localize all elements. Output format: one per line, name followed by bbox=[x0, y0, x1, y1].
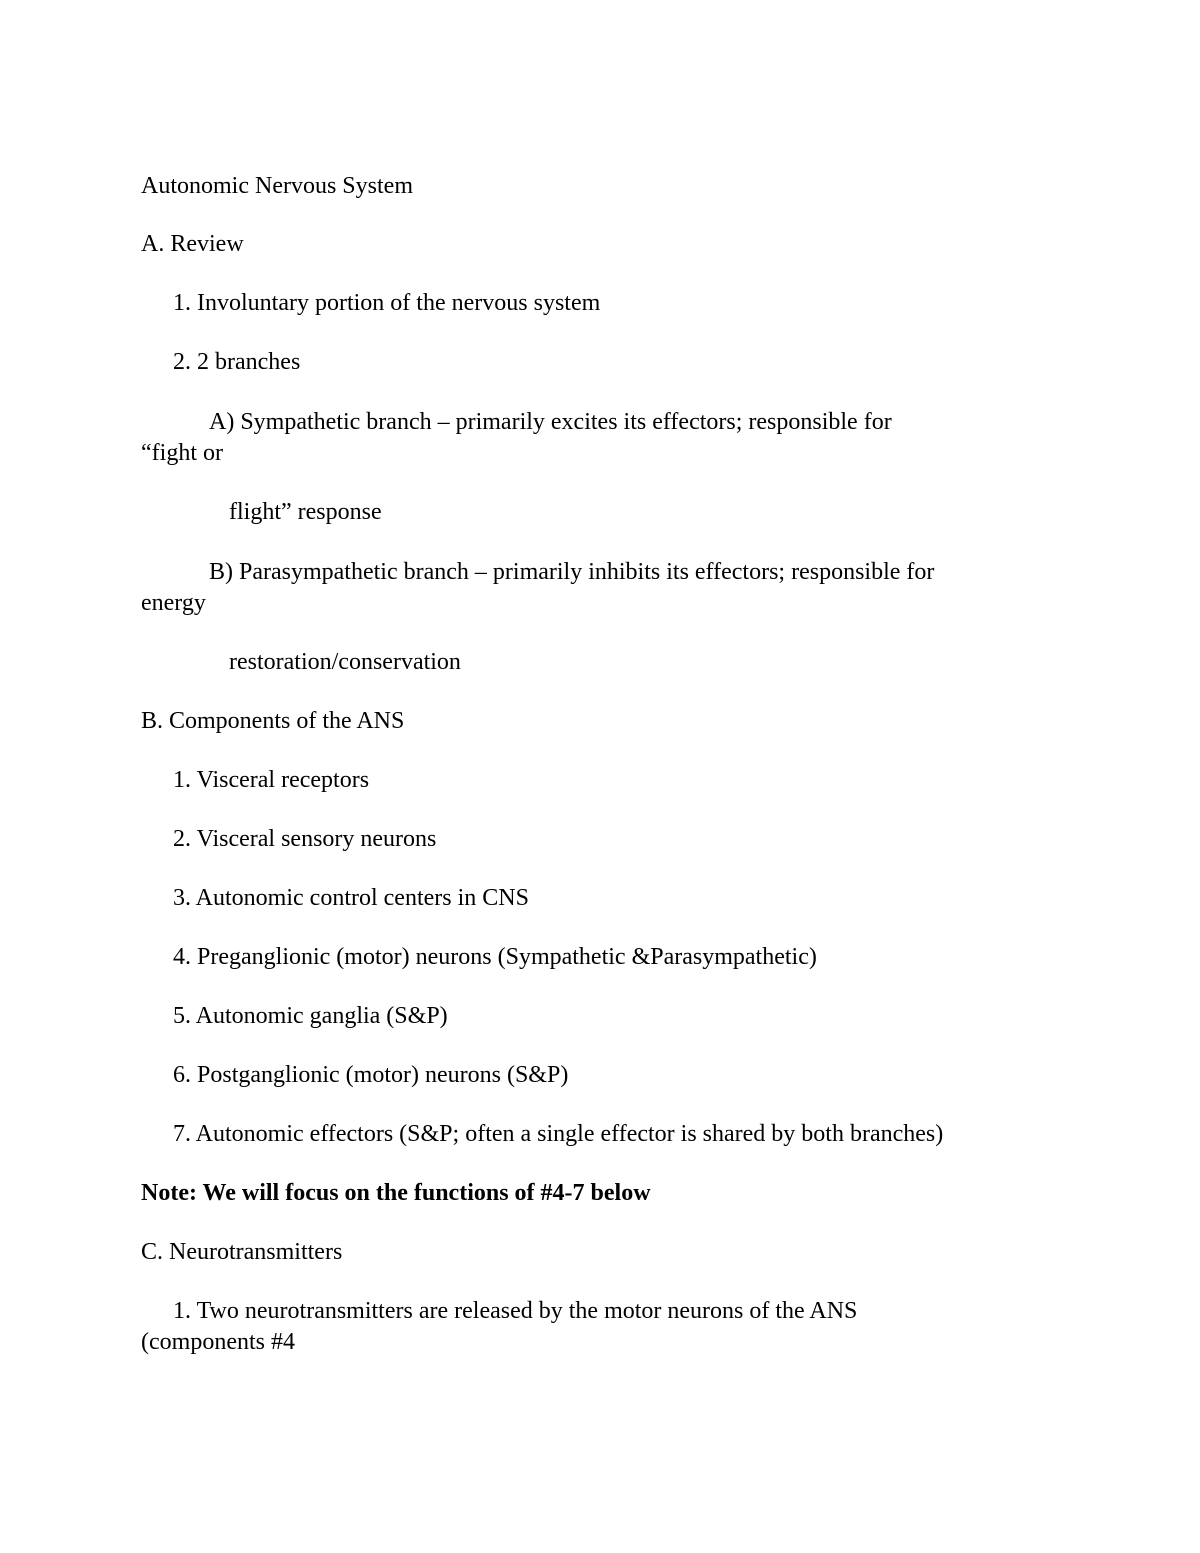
parasympathetic-branch-line-3: restoration/conservation bbox=[229, 649, 461, 675]
section-b-item-6: 6. Postganglionic (motor) neurons (S&P) bbox=[173, 1062, 569, 1088]
section-a-heading: A. Review bbox=[141, 231, 244, 257]
sympathetic-branch-line-2: “fight or bbox=[141, 440, 223, 466]
parasympathetic-branch-line-1: B) Parasympathetic branch – primarily inhibits its effectors; responsible for bbox=[209, 559, 935, 585]
section-b-item-2: 2. Visceral sensory neurons bbox=[173, 826, 437, 852]
document-title: Autonomic Nervous System bbox=[141, 173, 413, 199]
parasympathetic-branch-line-2: energy bbox=[141, 590, 206, 616]
section-a-item-1: 1. Involuntary portion of the nervous system bbox=[173, 290, 601, 316]
section-b-heading: B. Components of the ANS bbox=[141, 708, 405, 734]
section-b-item-1: 1. Visceral receptors bbox=[173, 767, 370, 793]
section-a-item-2: 2. 2 branches bbox=[173, 349, 301, 375]
section-b-item-3: 3. Autonomic control centers in CNS bbox=[173, 885, 529, 911]
section-c-item-1-line-2: (components #4 bbox=[141, 1329, 295, 1355]
focus-note: Note: We will focus on the functions of #4-7 below bbox=[141, 1180, 651, 1206]
sympathetic-branch-line-1: A) Sympathetic branch – primarily excites its effectors; responsible for bbox=[209, 409, 892, 435]
sympathetic-branch-line-3: flight” response bbox=[229, 499, 382, 525]
section-b-item-5: 5. Autonomic ganglia (S&P) bbox=[173, 1003, 448, 1029]
section-b-item-7: 7. Autonomic effectors (S&P; often a single effector is shared by both branches) bbox=[173, 1121, 944, 1147]
section-c-heading: C. Neurotransmitters bbox=[141, 1239, 343, 1265]
section-c-item-1-line-1: 1. Two neurotransmitters are released by the motor neurons of the ANS bbox=[173, 1298, 858, 1324]
section-b-item-4: 4. Preganglionic (motor) neurons (Sympathetic &Parasympathetic) bbox=[173, 944, 817, 970]
